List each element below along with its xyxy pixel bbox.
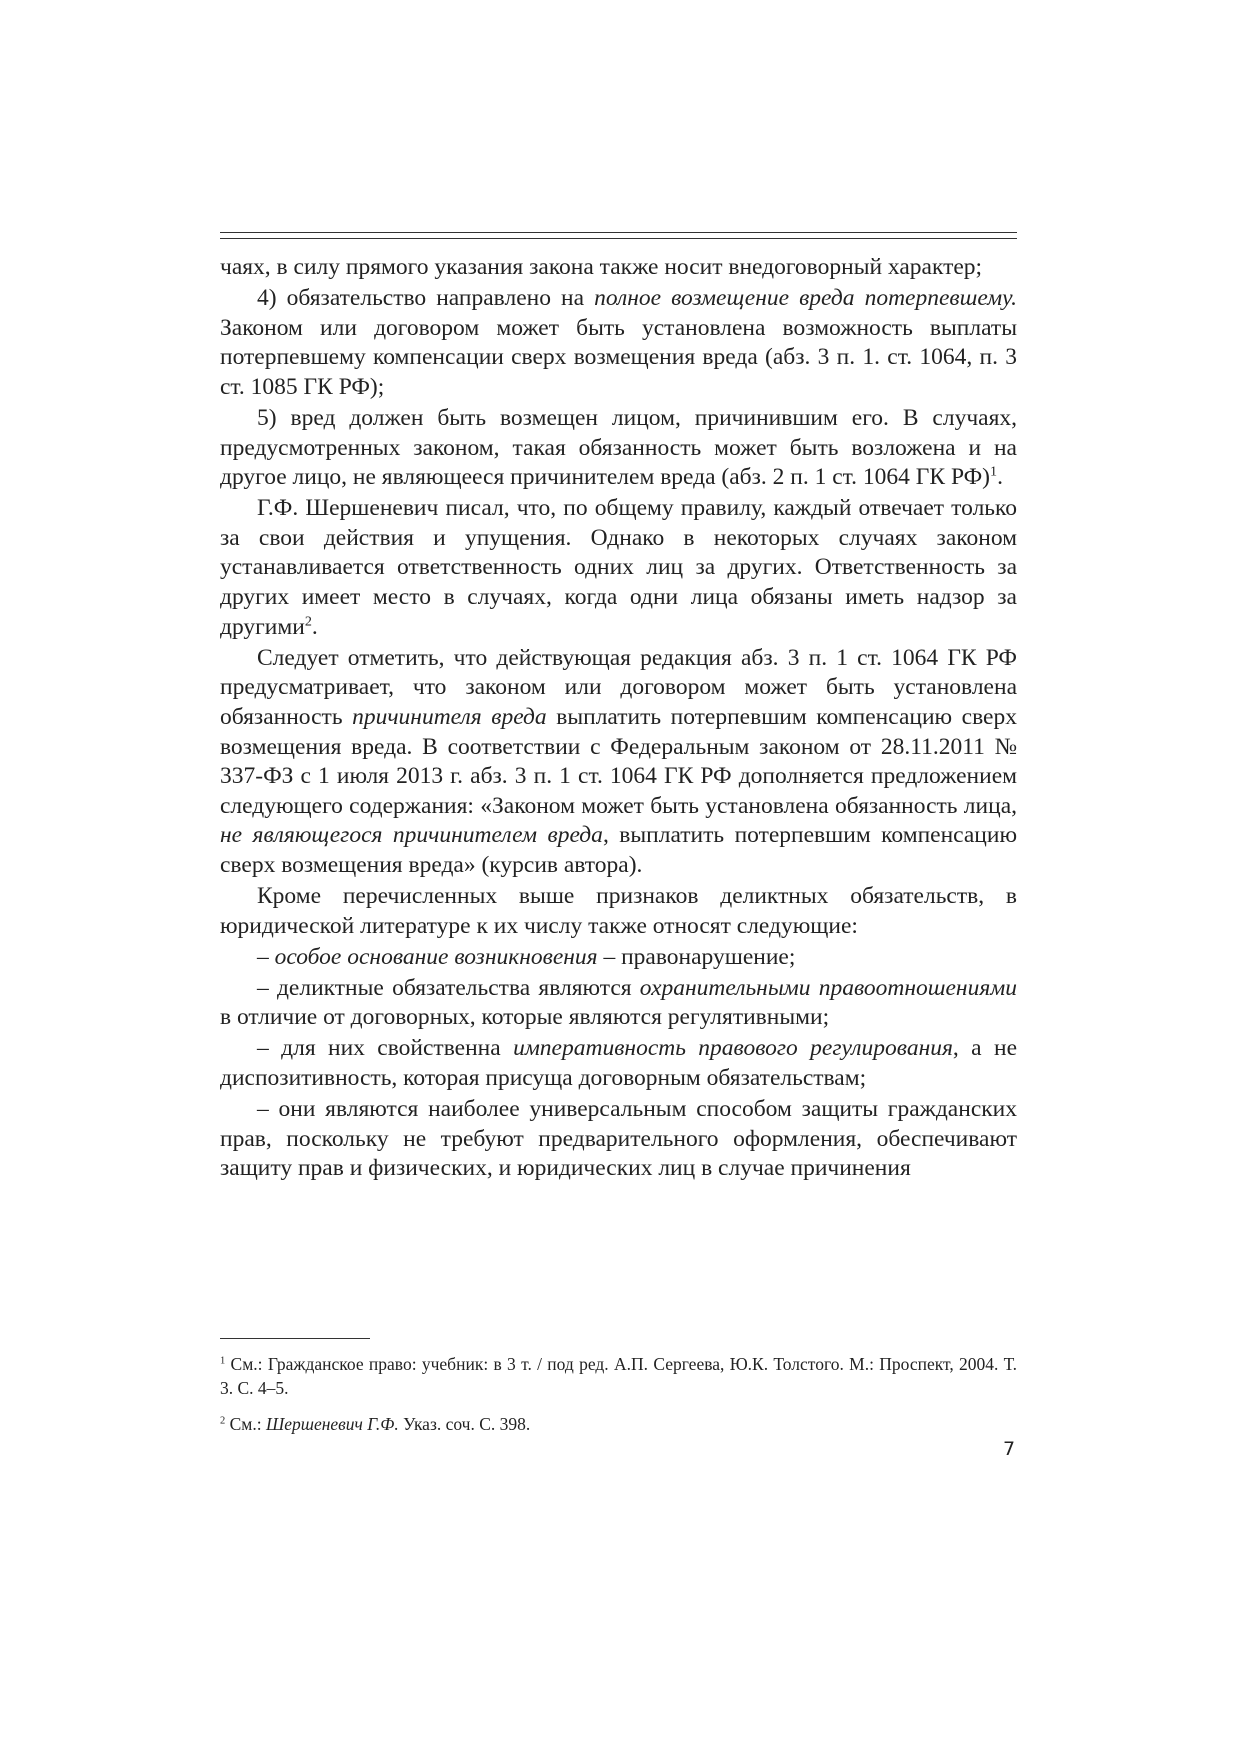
paragraph: [220, 1095, 1017, 1184]
paragraph: [220, 882, 1017, 941]
text-run: 5) вред должен быть возмещен лицом, причинившим его. В случаях, предусмотренных законом, такая обязанность может быть возложена и на другое лицо, не являющееся причинителем вреда (абз. 2 п. 1 ст. 1064 ГК РФ): [220, 404, 1017, 491]
paragraph: [220, 494, 1017, 642]
text-run: – деликтные обязательства являются: [257, 974, 640, 1001]
italic-text: не являющегося причинителем вреда: [220, 822, 603, 849]
text-run: , а не диспозитивность, которая присуща договорным обязательствам;: [220, 1035, 1018, 1092]
footnote-ref: 2: [304, 613, 312, 630]
text-run: –: [257, 943, 275, 970]
text-run: – для них свойственна: [257, 1035, 514, 1062]
header-rule-top: [220, 232, 1017, 233]
footnote-ref: 1: [220, 1355, 226, 1367]
text-run: .: [997, 464, 1003, 491]
footnotes: [220, 1352, 1017, 1448]
footnote-ref: 1: [990, 463, 998, 480]
text-run: .: [311, 613, 318, 640]
footnote: [220, 1412, 1017, 1436]
paragraph: [220, 1034, 1017, 1093]
paragraph: [220, 284, 1017, 402]
text-run: чаях, в силу прямого указания закона также носит внедоговорный характер;: [220, 254, 983, 280]
italic-text: императивность правового регулирования: [513, 1035, 953, 1062]
paragraph: [220, 404, 1017, 493]
text-run: в отличие от договорных, которые являются регулятивными;: [220, 1004, 830, 1031]
text-run: выплатить потерпевшим компенсацию сверх возмещения вреда. В соответствии с Федеральным законом от 28.11.2011 № 337-ФЗ с 1 июля 2013 г. абз. 3 п. 1 ст. 1064 ГК РФ дополняется предложением следующего содержания: «Законом может быть установлена обязанность лица,: [220, 703, 1017, 819]
text-run: – правонарушение;: [597, 943, 796, 970]
text-run: Законом или договором может быть установлена возможность выплаты потерпевшему компенсации сверх возмещения вреда (абз. 3 п. 1. ст. 1064, п. 3 ст. 1085 ГК РФ);: [220, 314, 1017, 400]
footnote: [220, 1352, 1017, 1400]
italic-text: Шершеневич Г.Ф.: [265, 1414, 399, 1434]
italic-text: особое основание возникновения: [274, 943, 598, 970]
header-rule-bottom: [220, 238, 1017, 239]
text-run: См.:: [225, 1414, 266, 1434]
body-text: [220, 253, 1017, 1184]
text-run: 4) обязательство направлено на: [257, 285, 595, 312]
page-number: 7: [1003, 1438, 1016, 1460]
paragraph: [220, 974, 1017, 1033]
text-run: Кроме перечисленных выше признаков деликтных обязательств, в юридической литературе к их числу также относят следующие:: [220, 882, 1017, 939]
text-run: , выплатить потерпевшим компенсацию сверх возмещения вреда» (курсив автора).: [220, 822, 1018, 878]
footnote-separator: [220, 1338, 370, 1339]
text-run: Указ. соч. С. 398.: [398, 1414, 531, 1434]
footnote-ref: 2: [220, 1415, 226, 1427]
text-run: Г.Ф. Шершеневич писал, что, по общему правилу, каждый отвечает только за свои действия и упущения. Однако в некоторых случаях законом устанавливается ответственность одних лиц за других. Ответственность за других имеет место в случаях, когда одни лица обязаны иметь надзор за другими: [220, 495, 1017, 640]
text-run: Следует отметить, что действующая редакция абз. 3 п. 1 ст. 1064 ГК РФ предусматривает, что законом или договором может быть установлена обязанность: [220, 644, 1017, 730]
text-run: См.: Гражданское право: учебник: в 3 т. / под ред. А.П. Сергеева, Ю.К. Толстого. М.: Проспект, 2004. Т. 3. С. 4–5.: [220, 1354, 1017, 1398]
italic-text: причинителя вреда: [352, 703, 547, 730]
paragraph: [220, 644, 1017, 881]
paragraph: [220, 253, 1017, 283]
italic-text: полное возмещение вреда потерпевшему.: [594, 285, 1018, 312]
paragraph: [220, 943, 1017, 973]
italic-text: охранительными правоотношениями: [639, 974, 1017, 1001]
text-run: – они являются наиболее универсальным способом защиты гражданских прав, поскольку не требуют предварительного оформления, обеспечивают защиту прав и физических, и юридических лиц в случае причинения: [220, 1096, 1017, 1182]
